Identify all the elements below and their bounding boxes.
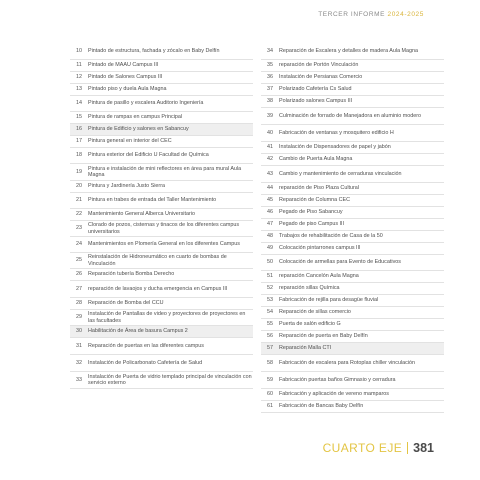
table-row	[261, 84, 444, 96]
row-description: Cambio de Puerta Aula Magna	[279, 156, 353, 163]
page-footer	[323, 441, 434, 455]
row-description: Trabajos de rehabilitación de Casa de la 50	[279, 233, 383, 240]
table-row	[261, 271, 444, 283]
row-number: 59	[267, 376, 273, 383]
table-row	[261, 295, 444, 307]
row-description: Pintura de Edificio y salones en Sabancuy	[88, 126, 189, 133]
table-row	[261, 331, 444, 343]
row-description: Fabricación puertas baños Gimnasio y cerradura	[279, 376, 396, 383]
table-row	[70, 237, 253, 253]
table-row	[261, 401, 444, 413]
table-row	[261, 154, 444, 166]
row-number: 52	[267, 285, 273, 292]
table-row	[261, 125, 444, 142]
table-row	[261, 72, 444, 84]
row-description: Colocación de armellas para Evento de Educativos	[279, 259, 401, 266]
row-number: 39	[267, 112, 273, 119]
row-description: Colocación pintarrones campus III	[279, 245, 361, 252]
table-row	[70, 269, 253, 281]
row-description: Reparación tubería Bomba Derecho	[88, 271, 175, 278]
row-number: 40	[267, 129, 273, 136]
footer-divider	[407, 442, 408, 454]
table-row	[70, 355, 253, 372]
row-number: 27	[76, 285, 82, 292]
row-description: Fabricación y aplicación de vereno mamparos	[279, 391, 389, 398]
table-row	[70, 84, 253, 96]
table-row	[261, 219, 444, 231]
table-row	[70, 310, 253, 326]
row-number: 13	[76, 86, 82, 93]
row-description: Fabricación de Bancas Baby Delfín	[279, 403, 364, 410]
row-description: Reparación de Columna CEC	[279, 197, 351, 204]
row-description: Pintura de pasillo y escalera Auditorio Ingeniería	[88, 100, 204, 107]
table-row	[261, 355, 444, 372]
row-number: 46	[267, 209, 273, 216]
table-row	[70, 281, 253, 298]
row-number: 29	[76, 314, 82, 321]
report-header	[318, 11, 424, 18]
row-number: 36	[267, 74, 273, 81]
table-row	[261, 183, 444, 195]
row-description: Reparación Malla CTI	[279, 345, 332, 352]
table-row	[70, 298, 253, 310]
row-number: 24	[76, 241, 82, 248]
table-row	[261, 319, 444, 331]
row-number: 26	[76, 271, 82, 278]
row-description: Instalación de Dispensadores de papel y jabón	[279, 144, 391, 151]
table-row	[70, 124, 253, 136]
row-description: Cambio y mantenimiento de cerraduras vinculación	[279, 170, 402, 177]
row-number: 10	[76, 48, 82, 55]
row-description: Polarizado salones Campus III	[279, 98, 353, 105]
table-row	[261, 108, 444, 125]
row-description: Reparación de puerta en Baby Delfín	[279, 333, 368, 340]
row-number: 49	[267, 245, 273, 252]
row-number: 37	[267, 86, 273, 93]
table-row	[261, 166, 444, 183]
table-row	[70, 164, 253, 181]
table-row	[261, 343, 444, 355]
row-number: 51	[267, 273, 273, 280]
row-number: 58	[267, 359, 273, 366]
row-number: 32	[76, 359, 82, 366]
row-description: Fabricación de ventanas y mosquitero edificio H	[279, 129, 394, 136]
table-row	[261, 207, 444, 219]
row-number: 28	[76, 300, 82, 307]
row-description: Pegado de Piso Sabancuy	[279, 209, 343, 216]
page-number: 381	[413, 441, 434, 455]
row-number: 54	[267, 309, 273, 316]
row-description: Mantenimientos en Plomería General en los diferentes Campus	[88, 241, 240, 248]
report-years: 2024-2025	[387, 11, 424, 18]
row-description: Fabricación de escalera para Rotoplas chiller vinculación	[279, 359, 416, 366]
row-description: Polarizado Cafetería Cs Salud	[279, 86, 352, 93]
row-number: 61	[267, 403, 273, 410]
row-description: Instalación de Policarbonato Cafetería de Salud	[88, 359, 203, 366]
table-row	[70, 136, 253, 148]
row-number: 43	[267, 170, 273, 177]
row-description: Reparación de Bomba del CCU	[88, 300, 164, 307]
row-description: Reparación de sillas comercio	[279, 309, 351, 316]
table-row	[261, 44, 444, 60]
row-description: Fabricación de rejilla para desagüe fluvial	[279, 297, 379, 304]
row-number: 15	[76, 114, 82, 121]
table-row	[261, 243, 444, 255]
table-row	[70, 338, 253, 355]
row-description: Pintura exterior del Edificio U Facultad de Química	[88, 152, 209, 159]
table-row	[70, 193, 253, 209]
row-number: 60	[267, 391, 273, 398]
row-description: Pintado de Salones Campus III	[88, 74, 163, 81]
row-description: Reparación de Escalera y detalles de madera Aula Magna	[279, 48, 419, 55]
row-number: 53	[267, 297, 273, 304]
table-row	[70, 112, 253, 124]
activity-table-left	[70, 44, 253, 389]
row-description: Habilitación de Área de basura Campus 2	[88, 328, 188, 335]
row-description: reparación de Piso Plaza Cultural	[279, 185, 360, 192]
row-description: Pintura y Jardinería Justo Sierra	[88, 183, 166, 190]
row-number: 19	[76, 168, 82, 175]
row-number: 30	[76, 328, 82, 335]
table-row	[70, 181, 253, 193]
row-description: Pintado de MAAU Campus III	[88, 62, 159, 69]
row-number: 56	[267, 333, 273, 340]
row-description: Pintado de estructura, fachada y zócalo en Baby Delfín	[88, 48, 220, 55]
row-description: Pegado de piso Campus III	[279, 221, 345, 228]
table-row	[261, 283, 444, 295]
row-description: Reparación de puertas en las diferentes campus	[88, 342, 204, 349]
row-description: Pintura e instalación de mini reflectores en área para mural Aula Magna	[88, 165, 242, 178]
row-number: 18	[76, 152, 82, 159]
row-number: 16	[76, 126, 82, 133]
row-description: reparación sillas Química	[279, 285, 340, 292]
row-description: Clorado de pozos, cisternas y tinacos de los diferentes campus universitarios	[88, 222, 240, 235]
row-number: 42	[267, 156, 273, 163]
table-row	[261, 142, 444, 154]
row-description: Pintura de rampas en campus Principal	[88, 114, 183, 121]
row-number: 34	[267, 48, 273, 55]
table-row	[261, 195, 444, 207]
row-number: 38	[267, 98, 273, 105]
row-number: 31	[76, 342, 82, 349]
row-number: 22	[76, 211, 82, 218]
row-number: 14	[76, 100, 82, 107]
row-number: 17	[76, 138, 82, 145]
row-description: reparación Cancelón Aula Magna	[279, 273, 359, 280]
row-number: 47	[267, 221, 273, 228]
row-number: 12	[76, 74, 82, 81]
row-description: Instalación de Pantallas de video y proyectores de proyectores en las facultades	[88, 311, 246, 324]
row-number: 20	[76, 183, 82, 190]
row-number: 55	[267, 321, 273, 328]
row-number: 57	[267, 345, 273, 352]
row-number: 11	[76, 62, 82, 69]
table-row	[261, 96, 444, 108]
row-description: Puerta de salón edificio G	[279, 321, 341, 328]
row-number: 25	[76, 257, 82, 264]
row-number: 21	[76, 197, 82, 204]
row-description: reparación de Portón Vinculación	[279, 62, 359, 69]
row-description: Pintado piso y duela Aula Magna	[88, 86, 167, 93]
table-row	[70, 96, 253, 112]
table-row	[261, 307, 444, 319]
row-description: Culminación de forrado de Manejadora en aluminio modero	[279, 112, 422, 119]
table-row	[70, 44, 253, 60]
table-row	[70, 209, 253, 221]
table-row	[70, 326, 253, 338]
row-number: 50	[267, 259, 273, 266]
activity-table-right	[261, 44, 444, 413]
row-number: 23	[76, 225, 82, 232]
table-row	[261, 255, 444, 271]
report-title: TERCER INFORME	[318, 11, 386, 18]
section-title: CUARTO EJE	[322, 441, 403, 455]
table-row	[70, 372, 253, 389]
row-number: 48	[267, 233, 273, 240]
row-description: Pintura en trabes de entrada del Taller Mantenimiento	[88, 197, 217, 204]
row-description: Instalación de Puerta de vidrio templado principal de vinculación con servicio externo	[88, 373, 252, 386]
row-description: Pintura general en interior del CEC	[88, 138, 172, 145]
table-row	[70, 60, 253, 72]
table-row	[261, 60, 444, 72]
table-row	[261, 372, 444, 389]
table-row	[70, 253, 253, 269]
row-description: Instalación de Persianas Comercio	[279, 74, 363, 81]
row-number: 33	[76, 376, 82, 383]
row-number: 35	[267, 62, 273, 69]
row-number: 45	[267, 197, 273, 204]
row-description: Mantenimiento General Alberca Universitario	[88, 211, 195, 218]
row-description: Reinstalación de Hidroneumático en cuarto de bombas de Vinculación	[88, 254, 227, 267]
table-row	[70, 72, 253, 84]
table-row	[70, 221, 253, 237]
table-row	[261, 389, 444, 401]
row-number: 44	[267, 185, 273, 192]
row-description: reparación de lavaojos y ducha emergencia en Campus III	[88, 285, 228, 292]
table-row	[261, 231, 444, 243]
row-number: 41	[267, 144, 273, 151]
table-row	[70, 148, 253, 164]
